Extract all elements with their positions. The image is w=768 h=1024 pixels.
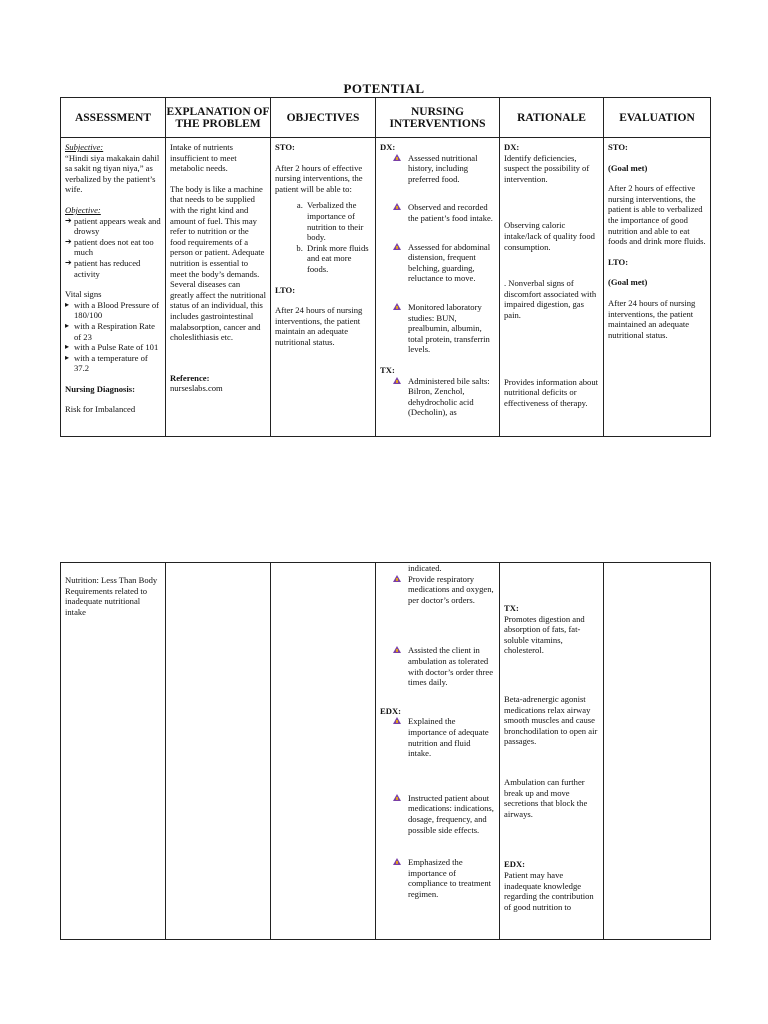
dx-label: DX: bbox=[380, 142, 396, 152]
objective-list bbox=[65, 216, 161, 280]
rationale-tx-p3: Ambulation can further break up and move secretions that block the airways. bbox=[504, 776, 588, 819]
subjective-text: “Hindi siya makakain dahil sa sakit ng tiyan niya,” as verbalized by the patient’s wife. bbox=[65, 152, 160, 195]
explanation-cell-cont bbox=[166, 563, 270, 567]
dx-item: Monitored laboratory studies: BUN, prealbumin, albumin, total protein, transferrin levels. bbox=[380, 302, 495, 355]
reference-label: Reference: bbox=[170, 372, 210, 383]
interventions-cell bbox=[376, 138, 499, 418]
bullet-icon bbox=[393, 154, 401, 161]
vital-item: ▸ with a temperature of 37.2 bbox=[65, 353, 161, 374]
tx-list bbox=[380, 376, 495, 418]
objective-item: ➔ patient appears weak and drowsy bbox=[65, 216, 161, 237]
objectives-cell-cont bbox=[271, 563, 375, 567]
page-title: POTENTIAL bbox=[343, 81, 425, 96]
diagnosis-label: Nursing Diagnosis: bbox=[65, 383, 135, 394]
header-evaluation: EVALUATION bbox=[604, 98, 711, 138]
objective-goal: b. Drink more fluids and eat more foods. bbox=[305, 243, 371, 275]
objective-item: ➔ patient has reduced activity bbox=[65, 258, 161, 279]
bullet-icon bbox=[393, 575, 401, 582]
eval-sto-text: After 2 hours of effective nursing interventions, the patient is able to verbalized the importance of good nutrition and able to eat foods and drink more fluids. bbox=[608, 183, 706, 247]
rationale-tx-p1: Promotes digestion and absorption of fats, fat-soluble vitamins, cholesterol. bbox=[504, 613, 585, 656]
rationale-tx-label: TX: bbox=[504, 603, 519, 613]
rationale-tx-p2: Beta-adrenergic agonist medications relax airway smooth muscles and cause bronchodilation to open air passages. bbox=[504, 693, 598, 747]
tx-label: TX: bbox=[380, 364, 395, 375]
dx-list bbox=[380, 153, 495, 355]
lto-label: LTO: bbox=[275, 284, 296, 295]
vitals-list bbox=[65, 300, 161, 374]
care-plan-table-page2 bbox=[60, 562, 711, 940]
interventions-cell-cont bbox=[376, 563, 499, 899]
tx-item: Provide respiratory medications and oxygen, per doctor’s orders. bbox=[380, 574, 495, 606]
edx-item: Explained the importance of adequate nutrition and fluid intake. bbox=[380, 716, 495, 758]
subjective-label: Subjective: bbox=[65, 142, 104, 152]
tx-list-cont bbox=[380, 574, 495, 688]
edx-list bbox=[380, 716, 495, 899]
diagnosis-cont: Nutrition: Less Than Body Requirements related to inadequate nutritional intake bbox=[65, 575, 158, 617]
eval-goal-met-1: (Goal met) bbox=[608, 162, 648, 173]
objectives-cell bbox=[271, 138, 375, 348]
objective-goals-list bbox=[275, 200, 371, 274]
dx-item: Assessed for abdominal distension, frequent belching, guarding, reluctance to move. bbox=[380, 242, 495, 284]
vital-item: ▸ with a Respiration Rate of 23 bbox=[65, 321, 161, 342]
header-explanation: EXPLANATION OF THE PROBLEM bbox=[166, 98, 271, 138]
bullet-icon bbox=[393, 858, 401, 865]
lto-text: After 24 hours of nursing interventions, the patient maintain an adequate nutritional status. bbox=[275, 305, 363, 347]
objective-item: ➔ patient does not eat too much bbox=[65, 237, 161, 258]
objective-goal: a. Verbalized the importance of nutrition to their body. bbox=[305, 200, 371, 242]
bullet-icon bbox=[393, 243, 401, 250]
vital-item: ▸ with a Blood Pressure of 180/100 bbox=[65, 300, 161, 321]
objective-label: Objective: bbox=[65, 204, 101, 215]
header-assessment: ASSESSMENT bbox=[61, 98, 166, 138]
dx-item: Assessed nutritional history, including preferred food. bbox=[380, 153, 495, 185]
evaluation-cell-cont bbox=[604, 563, 710, 567]
evaluation-cell bbox=[604, 138, 710, 340]
eval-goal-met-2: (Goal met) bbox=[608, 277, 648, 288]
header-rationale: RATIONALE bbox=[500, 98, 604, 138]
sto-text: After 2 hours of effective nursing interventions, the patient will be able to: bbox=[275, 162, 363, 194]
bullet-icon bbox=[393, 377, 401, 384]
rationale-cell bbox=[500, 138, 603, 408]
rationale-edx-label: EDX: bbox=[504, 859, 526, 870]
rationale-dx-p4: Provides information about nutritional deficits or effectiveness of therapy. bbox=[504, 376, 599, 408]
eval-lto-text: After 24 hours of nursing interventions, the patient maintained an adequate nutritional status. bbox=[608, 297, 696, 340]
assessment-cell-cont bbox=[61, 563, 165, 617]
tx-item: Assisted the client in ambulation as tolerated with doctor’s order three times daily. bbox=[380, 645, 495, 687]
edx-item: Emphasized the importance of compliance to treatment regimen. bbox=[380, 857, 495, 899]
header-objectives: OBJECTIVES bbox=[271, 98, 376, 138]
rationale-dx-p2: Observing caloric intake/lack of quality food consumption. bbox=[504, 220, 595, 252]
sto-label: STO: bbox=[275, 142, 295, 152]
tx-item1-cont: indicated. bbox=[408, 563, 442, 573]
reference-value: nurseslabs.com bbox=[170, 383, 223, 394]
eval-lto-label: LTO: bbox=[608, 256, 629, 267]
edx-item: Instructed patient about medications: indications, dosage, frequency, and possible side effects. bbox=[380, 793, 495, 835]
bullet-icon bbox=[393, 303, 401, 310]
bullet-icon bbox=[393, 646, 401, 653]
vitals-label: Vital signs bbox=[65, 289, 102, 300]
rationale-dx-p3: . Nonverbal signs of discomfort associated with impaired digestion, gas pain. bbox=[504, 278, 597, 320]
bullet-icon bbox=[393, 717, 401, 724]
rationale-edx-p1: Patient may have inadequate knowledge regarding the contribution of good nutrition to bbox=[504, 869, 594, 912]
bullet-icon bbox=[393, 203, 401, 210]
explanation-cell bbox=[166, 138, 270, 394]
vital-item: ▸ with a Pulse Rate of 101 bbox=[65, 342, 161, 353]
diagnosis-start: Risk for Imbalanced bbox=[65, 404, 136, 415]
care-plan-table-page1 bbox=[60, 97, 711, 437]
rationale-dx-p1: Identify deficiencies, suspect the possibility of intervention. bbox=[504, 152, 590, 184]
header-row bbox=[61, 98, 711, 138]
dx-item: Observed and recorded the patient’s food intake. bbox=[380, 202, 495, 223]
bullet-icon bbox=[393, 794, 401, 801]
rationale-dx-label: DX: bbox=[504, 142, 520, 152]
rationale-cell-cont bbox=[500, 563, 603, 912]
explanation-p1: Intake of nutrients insufficient to meet metabolic needs. bbox=[170, 142, 237, 174]
header-interventions: NURSING INTERVENTIONS bbox=[376, 98, 500, 138]
tx-item: Administered bile salts: Bilron, Zenchol, dehydrocholic acid (Decholin), as bbox=[380, 376, 495, 418]
assessment-cell bbox=[61, 138, 165, 415]
explanation-p2: The body is like a machine that needs to be supplied with the right kind and amount of fuel. This may refer to nutrition or the food requirements of a person or patient. Adequate nutrition is essential to meet the body’s demands. Several diseases can greatly affect the nutritional status of an individual, this includes gastrointestinal malabsorption, cancer and choleslithiasis etc. bbox=[170, 183, 267, 343]
edx-label: EDX: bbox=[380, 705, 402, 716]
eval-sto-label: STO: bbox=[608, 142, 628, 152]
